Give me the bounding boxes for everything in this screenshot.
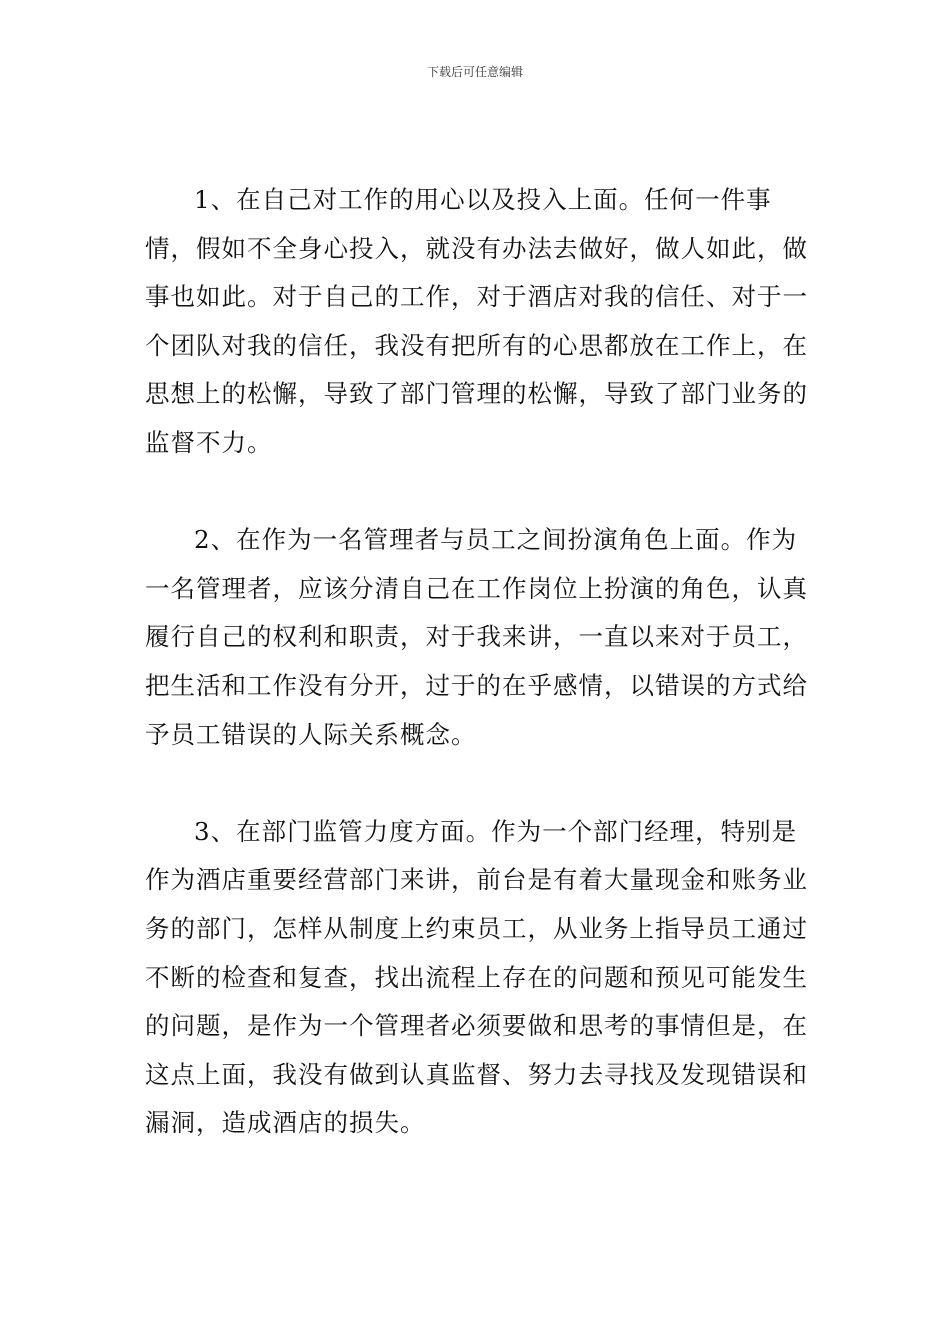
paragraph-3: 3、在部门监管力度方面。作为一个部门经理，特别是作为酒店重要经营部门来讲，前台是有着大量现金和账务业务的部门，怎样从制度上约束员工，从业务上指导员工通过不断的检查和复查，找出流程上存在的问题和预见可能发生的问题，是作为一个管理者必须要做和思考的事情但是，在这点上面，我没有做到认真监督、努力去寻找及发现错误和漏洞，造成酒店的损失。 bbox=[145, 816, 808, 1138]
page-header: 下载后可任意编辑 bbox=[426, 65, 523, 79]
paragraph-1: 1、在自己对工作的用心以及投入上面。任何一件事情，假如不全身心投入，就没有办法去做好，做人如此，做事也如此。对于自己的工作，对于酒店对我的信任、对于一个团队对我的信任，我没有把所有的心思都放在工作上，在思想上的松懈，导致了部门管理的松懈，导致了部门业务的监督不力。 bbox=[145, 185, 808, 457]
document-body bbox=[145, 176, 810, 1148]
paragraph-2: 2、在作为一名管理者与员工之间扮演角色上面。作为一名管理者，应该分清自己在工作岗位上扮演的角色，认真履行自己的权利和职责，对于我来讲，一直以来对于员工，把生活和工作没有分开，过于的在乎感情，以错误的方式给予员工错误的人际关系概念。 bbox=[145, 525, 808, 749]
